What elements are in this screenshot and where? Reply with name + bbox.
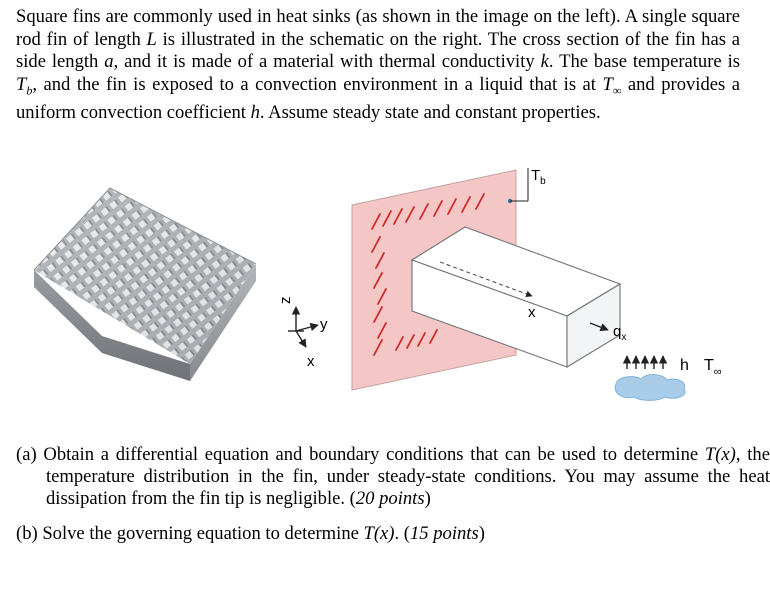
question-a-text-3: ) [424, 488, 431, 509]
intro-text-7: . Assume steady state and constant properties. [259, 102, 601, 124]
fluid-blob-icon [615, 375, 685, 401]
question-a [16, 444, 770, 510]
intro-text-1: Square fins are commonly used in heat sinks (as shown in the image on the left). A single square rod fin of length [16, 6, 740, 50]
heat-sink-image [34, 188, 256, 381]
h-label: h [680, 357, 689, 374]
question-a-text-2: , the temperature distribution in the fin, under steady-state conditions. You may assume the heat dissipation from the fin tip is negligible. ( [46, 444, 770, 509]
problem-intro [16, 6, 740, 125]
var-h: h [250, 102, 260, 124]
question-b [16, 523, 770, 545]
fin-axis-label: x [528, 304, 536, 321]
var-Tb-sub: b [26, 83, 33, 98]
intro-text-2: is illustrated in the schematic on the right. The cross section of the fin has a side length [16, 28, 740, 73]
question-a-points: 20 points [355, 488, 425, 509]
var-L: L [146, 28, 157, 50]
question-a-Tx: T(x) [704, 444, 736, 465]
question-b-text-2: . ( [394, 523, 410, 544]
tb-label: $T_b$ [531, 167, 546, 187]
var-Tinf-sub: ∞ [612, 83, 622, 98]
var-Tb: T [16, 73, 27, 95]
qx-label: $q_x$ [613, 323, 627, 343]
var-a: a [104, 51, 114, 73]
intro-text-4: . The base temperature is [548, 51, 740, 73]
var-k: k [540, 51, 549, 73]
question-b-text-1: Solve the governing equation to determine [37, 523, 364, 544]
intro-text-5: , and the fin is exposed to a convection environment in a liquid that is at [32, 73, 603, 95]
intro-text-6: and provides a uniform convection coefficient [16, 73, 740, 124]
axis-label-y: y [320, 316, 328, 333]
question-a-text-1: Obtain a differential equation and boundary conditions that can be used to determine [36, 444, 705, 465]
var-Tinf: T [602, 73, 613, 95]
question-b-Tx: T(x) [363, 523, 395, 544]
axis-label-x: x [307, 353, 315, 370]
coordinate-axes [288, 307, 318, 347]
question-b-label: (b) [16, 523, 38, 544]
tinf-label: $T_\infty$ [704, 357, 722, 378]
fin-figure [0, 155, 766, 410]
question-a-label: (a) [16, 444, 37, 465]
intro-text-3: , and it is made of a material with thermal conductivity [113, 51, 541, 73]
question-b-text-3: ) [478, 523, 485, 544]
question-b-points: 15 points [410, 523, 479, 544]
axis-label-z: z [277, 296, 294, 304]
convection-arrows [627, 356, 663, 369]
